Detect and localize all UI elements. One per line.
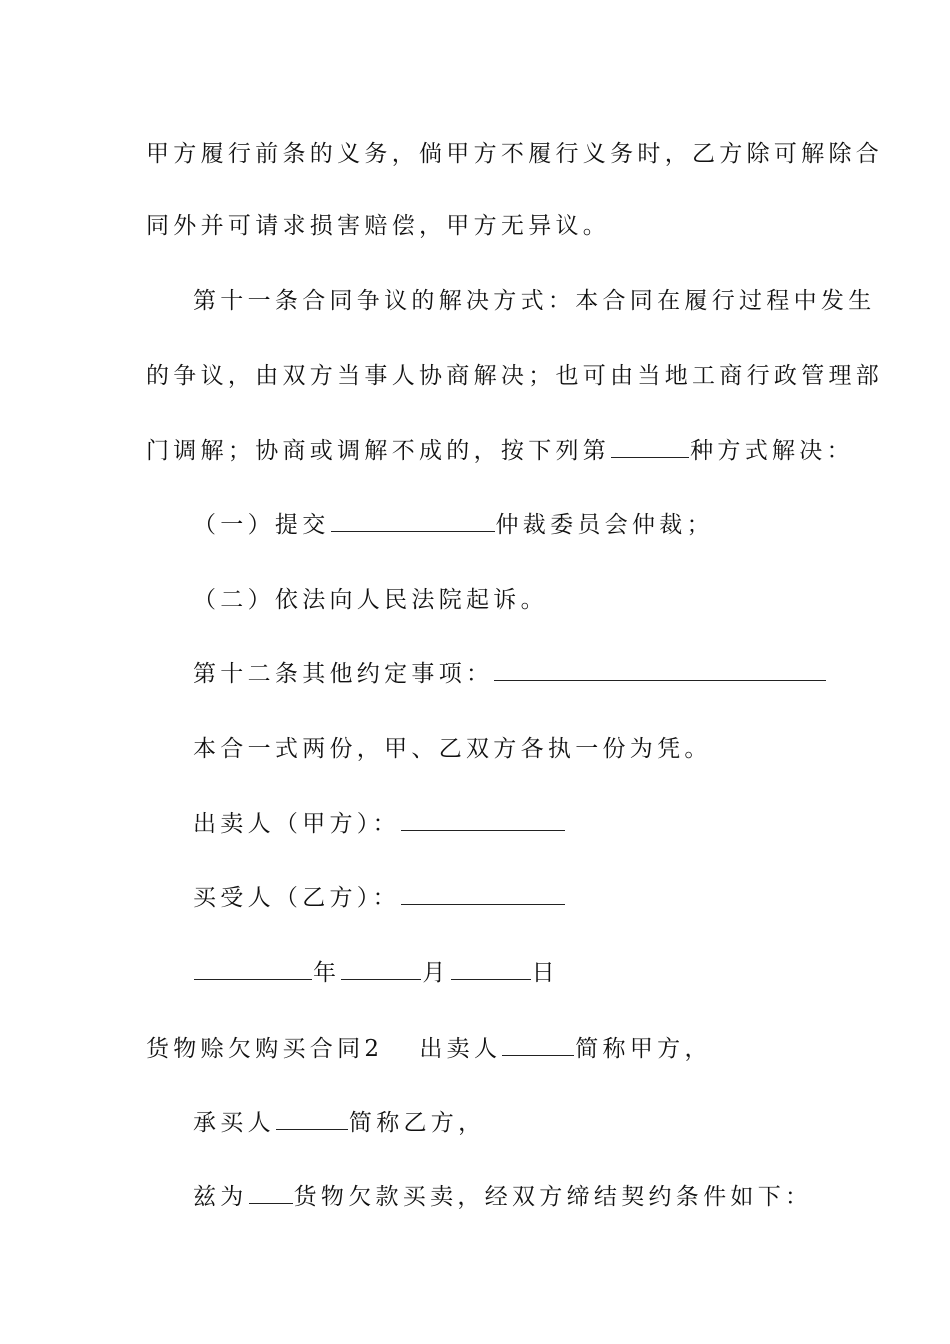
option-one <box>193 509 714 541</box>
fill-blank[interactable] <box>341 958 421 980</box>
text: 本合一式两份，甲、乙双方各执一份为凭。 <box>193 736 712 762</box>
fill-blank[interactable] <box>401 809 565 831</box>
text: 货物欠款买卖，经双方缔结契约条件如下： <box>293 1184 813 1210</box>
text: 简称乙方， <box>348 1110 486 1136</box>
text: （一）提交 <box>193 512 330 538</box>
text: 年 <box>313 960 341 986</box>
fill-blank[interactable] <box>451 958 531 980</box>
fill-blank[interactable] <box>276 1108 348 1130</box>
paragraph-line-2 <box>146 210 610 242</box>
fill-blank[interactable] <box>331 510 495 532</box>
text: 第十二条其他约定事项： <box>193 661 494 687</box>
seller-signature <box>193 808 566 840</box>
terms-intro <box>193 1181 812 1213</box>
text: 货物赊欠购买合同2 <box>146 1036 384 1062</box>
text: 月 <box>422 960 450 986</box>
text: 简称甲方， <box>575 1036 712 1062</box>
text: 第十一条合同争议的解决方式：本合同在履行过程中发生 <box>193 288 876 314</box>
fill-blank[interactable] <box>194 958 312 980</box>
copies-note <box>193 733 712 765</box>
buyer-signature <box>193 882 566 914</box>
paragraph-line-1 <box>146 138 883 170</box>
text: 承买人 <box>193 1110 275 1136</box>
article-12 <box>193 658 827 690</box>
fill-blank[interactable] <box>611 436 689 458</box>
text: 种方式解决： <box>690 438 854 464</box>
fill-blank[interactable] <box>249 1182 293 1204</box>
article-11-line-1 <box>193 285 876 317</box>
text: 门调解；协商或调解不成的，按下列第 <box>146 438 611 464</box>
date-line <box>193 957 559 989</box>
text: 兹为 <box>193 1184 248 1210</box>
fill-blank[interactable] <box>401 883 565 905</box>
text: 买受人（乙方）： <box>193 885 400 911</box>
contract-2-heading <box>146 1033 712 1065</box>
option-two <box>193 584 548 616</box>
fill-blank[interactable] <box>494 659 826 681</box>
text: （二）依法向人民法院起诉。 <box>193 587 548 613</box>
buyer-line <box>193 1107 485 1139</box>
text: 同外并可请求损害赔偿，甲方无异议。 <box>146 213 611 239</box>
text: 出卖人 <box>419 1036 502 1062</box>
text: 甲方履行前条的义务，倘甲方不履行义务时，乙方除可解除合 <box>146 141 884 167</box>
text: 出卖人（甲方）： <box>193 811 400 837</box>
text: 仲裁委员会仲裁； <box>495 512 714 538</box>
text: 日 <box>531 960 559 986</box>
fill-blank[interactable] <box>502 1034 574 1056</box>
article-11-line-2 <box>146 360 883 392</box>
text: 的争议，由双方当事人协商解决；也可由当地工商行政管理部 <box>146 363 884 389</box>
article-11-line-3 <box>146 435 854 467</box>
